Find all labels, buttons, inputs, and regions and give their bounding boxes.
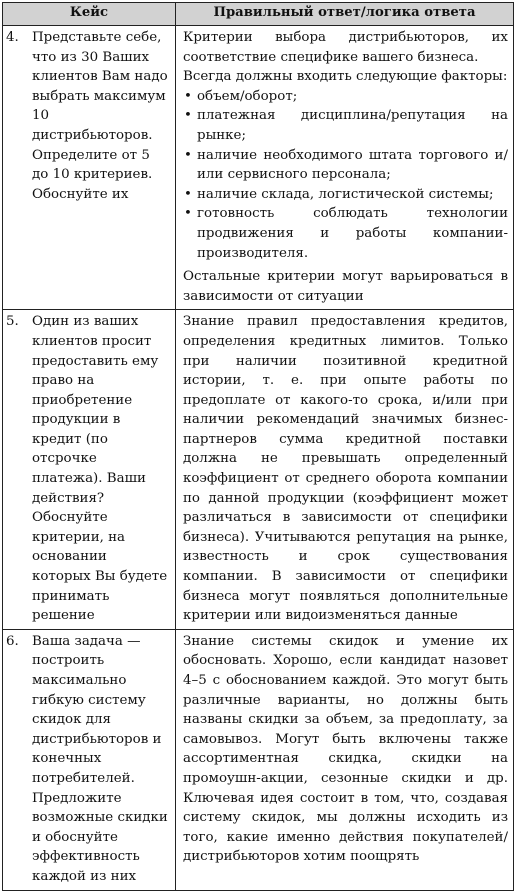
answer-text: Знание системы скидок и умение их обосновать. Хорошо, если кандидат назовет 4–5 с обоснованием каждой. Это могут быть различные варианты, но должны быть названы скидки за объем, за предоплату, за самовывоз. Могут быть включены также ассортиментная скидка, скидки на промоушн-акции, сезонные скидки и др. Ключевая идея состоит в том, что, создавая систему скидок, мы должны исходить из того, какие именно действия покупателей/дистрибьюторов хотим поощрять [183,633,508,865]
answer-text: Знание правил предоставления кредитов, определения кредитных лимитов. Только при наличии позитивной кредитной истории, т. е. при опыте работы по предоплате от какого-то срока, и/или при наличии рекомендаций значимых бизнес-партнеров сумма кредитной поставки должна не превышать определенный коэффициент от среднего оборота компании по данной продукции (коэффициент может различаться в зависимости от специфики бизнеса). Учитываются репутация на рынке, известность и срок существования компании. В зависимости от специфики бизнеса могут появляться дополнительные критерии или видоизменяться данные [183,314,508,624]
case-number: 4. [6,30,19,45]
case-question: Представьте себе, что из 30 Ваших клиентов Вам надо выбрать максимум 10 дистрибьюторов. Определите от 5 до 10 критериев. Обоснуйте их [32,30,168,202]
case-cell [3,629,176,890]
list-item: • наличие необходимого штата торгового и/или сервисного персонала; [183,146,508,185]
list-item: • платежная дисциплина/репутация на рынке; [183,106,508,145]
answer-cell [176,310,514,630]
case-question: Один из ваших клиентов просит предоставить ему право на приобретение продукции в кредит (по отсрочке платежа). Ваши действия? Обоснуйте критерии, на основании которых Вы будете принимать решение [32,314,168,624]
header-answer: Правильный ответ/логика ответа [176,3,514,26]
table-row [3,26,514,310]
list-item: • наличие склада, логистической системы; [183,185,508,205]
case-number: 5. [6,314,19,330]
answer-cell [176,629,514,890]
table-row [3,310,514,630]
answer-cell [176,26,514,310]
answer-outro: Остальные критерии могут варьироваться в зависимости от ситуации [183,269,508,304]
case-number: 6. [6,633,19,649]
table-header-row [3,3,514,26]
list-item: • готовность соблюдать технологии продвижения и работы компании-производителя. [183,204,508,263]
answer-lead: Всегда должны входить следующие факторы: [183,69,508,85]
criteria-list [183,87,508,263]
table-row [3,629,514,890]
case-question: Ваша задача — построить максимально гибкую систему скидок для дистрибьюторов и конечных потребителей. Предложите возможные скидки и обоснуйте эффективность каждой из них [32,633,168,884]
case-answer-table [2,2,514,891]
header-case: Кейс [3,3,176,26]
answer-intro: Критерии выбора дистрибьюторов, их соответствие специфике вашего бизнеса. [183,30,508,65]
case-cell [3,26,176,310]
case-cell [3,310,176,630]
list-item: • объем/оборот; [183,87,508,107]
